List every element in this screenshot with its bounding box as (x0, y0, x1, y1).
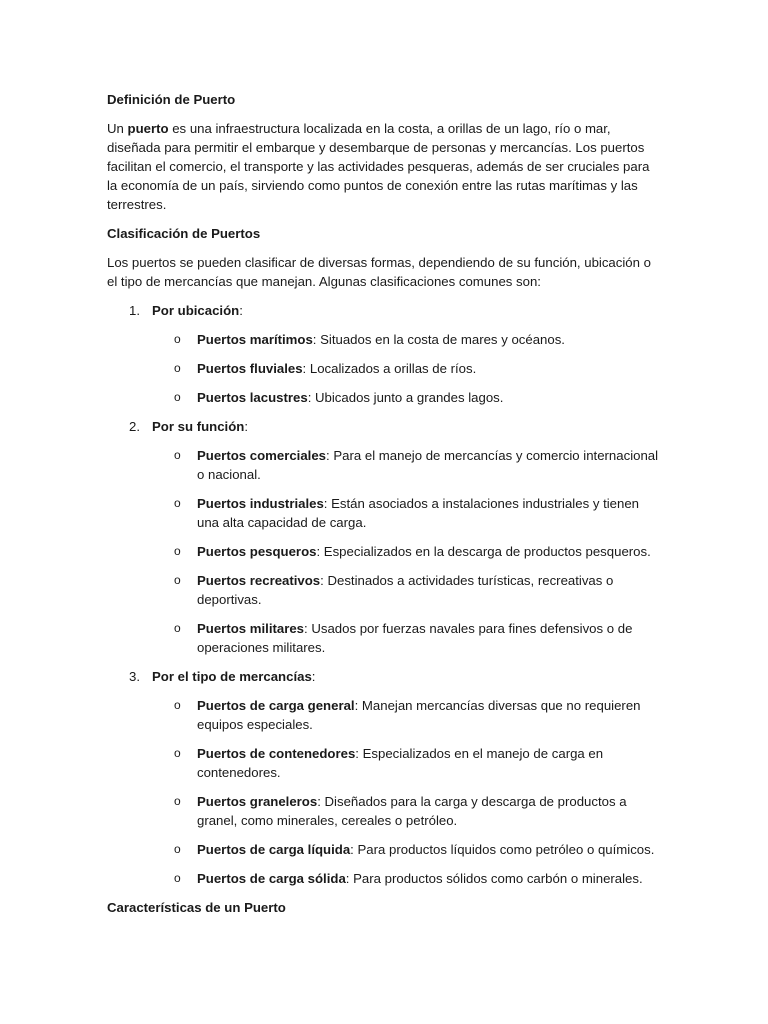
item-term: Puertos pesqueros (197, 544, 317, 559)
document-page (107, 90, 662, 927)
item-desc: : Para el manejo de mercancías y comercio internacional o nacional. (197, 448, 659, 482)
item-desc: : Destinados a actividades turísticas, recreativas o deportivas. (197, 573, 614, 607)
group-title: Por el tipo de mercancías (152, 669, 312, 684)
sub-list (152, 696, 662, 888)
circle-bullet-icon: o (174, 573, 181, 587)
group-number: 3. (129, 669, 140, 684)
heading-clasificacion: Clasificación de Puertos (107, 226, 261, 241)
item-desc: : Especializados en el manejo de carga en contenedores. (197, 746, 604, 780)
item-term: Puertos lacustres (197, 390, 308, 405)
classification-group: 1. Por ubicación: o Puertos marítimos: Situados en la costa de mares y océanos. o Puertos fluviales: Localizados a orillas de ríos. o Puertos lacustres: Ubicados junto a grandes lagos. (107, 301, 662, 407)
item-term: Puertos comerciales (197, 448, 327, 463)
circle-bullet-icon: o (174, 361, 181, 375)
item-term: Puertos de carga líquida (197, 842, 351, 857)
group-number: 1. (129, 303, 140, 318)
item-desc: : Diseñados para la carga y descarga de productos a granel, como minerales, cereales o petróleo. (197, 794, 627, 828)
list-item (152, 696, 662, 734)
circle-bullet-icon: o (174, 621, 181, 635)
list-item (152, 840, 662, 859)
circle-bullet-icon: o (174, 544, 181, 558)
list-item (152, 330, 662, 349)
heading-caracteristicas: Características de un Puerto (107, 900, 286, 915)
circle-bullet-icon: o (174, 871, 181, 885)
list-item (152, 542, 662, 561)
list-item (152, 388, 662, 407)
circle-bullet-icon: o (174, 794, 181, 808)
paragraph-definicion (107, 119, 662, 214)
paragraph-clasificacion-intro: Los puertos se pueden clasificar de diversas formas, dependiendo de su función, ubicación o el tipo de mercancías que manejan. Algunas clasificaciones comunes son: (107, 255, 651, 289)
item-desc: : Usados por fuerzas navales para fines defensivos o de operaciones militares. (197, 621, 633, 655)
list-item (152, 869, 662, 888)
list-item (152, 446, 662, 484)
definicion-lead: Un (107, 121, 128, 136)
item-term: Puertos fluviales (197, 361, 303, 376)
circle-bullet-icon: o (174, 390, 181, 404)
definicion-bold-term: puerto (127, 121, 169, 136)
group-title: Por ubicación (152, 303, 240, 318)
heading-definicion: Definición de Puerto (107, 92, 236, 107)
item-desc: : Para productos sólidos como carbón o minerales. (345, 871, 643, 886)
item-term: Puertos graneleros (197, 794, 318, 809)
list-item (152, 744, 662, 782)
circle-bullet-icon: o (174, 746, 181, 760)
classification-list (107, 301, 662, 888)
item-desc: : Localizados a orillas de ríos. (302, 361, 477, 376)
list-item (152, 494, 662, 532)
list-item (152, 792, 662, 830)
classification-group: 2. Por su función: o Puertos comerciales: Para el manejo de mercancías y comercio internacional o nacional. o Puertos industriales: Están asociados a instalaciones industriales y tienen una alta capacidad de carga. o Puertos pesqueros: Especializados en la descarga de productos pesqueros. o Puertos recreativos: Destinados a actividades turísticas, recreativas o deportivas. o Puertos militares: Usados por fuerzas navales para fines defensivos o de operaciones militares. (107, 417, 662, 657)
list-item (152, 571, 662, 609)
item-desc: : Están asociados a instalaciones industriales y tienen una alta capacidad de carga. (197, 496, 640, 530)
sub-list (152, 446, 662, 657)
item-term: Puertos de contenedores (197, 746, 356, 761)
item-desc: : Especializados en la descarga de productos pesqueros. (316, 544, 651, 559)
circle-bullet-icon: o (174, 842, 181, 856)
group-title: Por su función (152, 419, 245, 434)
definicion-rest: es una infraestructura localizada en la costa, a orillas de un lago, río o mar, diseñada para permitir el embarque y desembarque de personas y mercancías. Los puertos facilitan el comercio, el transporte y las actividades pesqueras, además de ser cruciales para la economía de un país, sirviendo como puntos de conexión entre las rutas marítimas y las terrestres. (107, 121, 650, 212)
item-desc: : Manejan mercancías diversas que no requieren equipos especiales. (197, 698, 641, 732)
item-term: Puertos de carga general (197, 698, 355, 713)
circle-bullet-icon: o (174, 332, 181, 346)
item-term: Puertos marítimos (197, 332, 313, 347)
circle-bullet-icon: o (174, 448, 181, 462)
circle-bullet-icon: o (174, 698, 181, 712)
item-term: Puertos de carga sólida (197, 871, 346, 886)
group-number: 2. (129, 419, 140, 434)
item-desc: : Para productos líquidos como petróleo o químicos. (350, 842, 655, 857)
sub-list (152, 330, 662, 407)
list-item (152, 619, 662, 657)
item-desc: : Situados en la costa de mares y océanos. (312, 332, 565, 347)
classification-group: 3. Por el tipo de mercancías: o Puertos de carga general: Manejan mercancías diversas que no requieren equipos especiales. o Puertos de contenedores: Especializados en el manejo de carga en contenedores. o Puertos graneleros: Diseñados para la carga y descarga de productos a granel, como minerales, cereales o petróleo. o Puertos de carga líquida: Para productos líquidos como petróleo o químicos. o Puertos de carga sólida: Para productos sólidos como carbón o minerales. (107, 667, 662, 888)
item-term: Puertos militares (197, 621, 305, 636)
list-item (152, 359, 662, 378)
item-desc: : Ubicados junto a grandes lagos. (307, 390, 504, 405)
item-term: Puertos recreativos (197, 573, 321, 588)
item-term: Puertos industriales (197, 496, 324, 511)
circle-bullet-icon: o (174, 496, 181, 510)
